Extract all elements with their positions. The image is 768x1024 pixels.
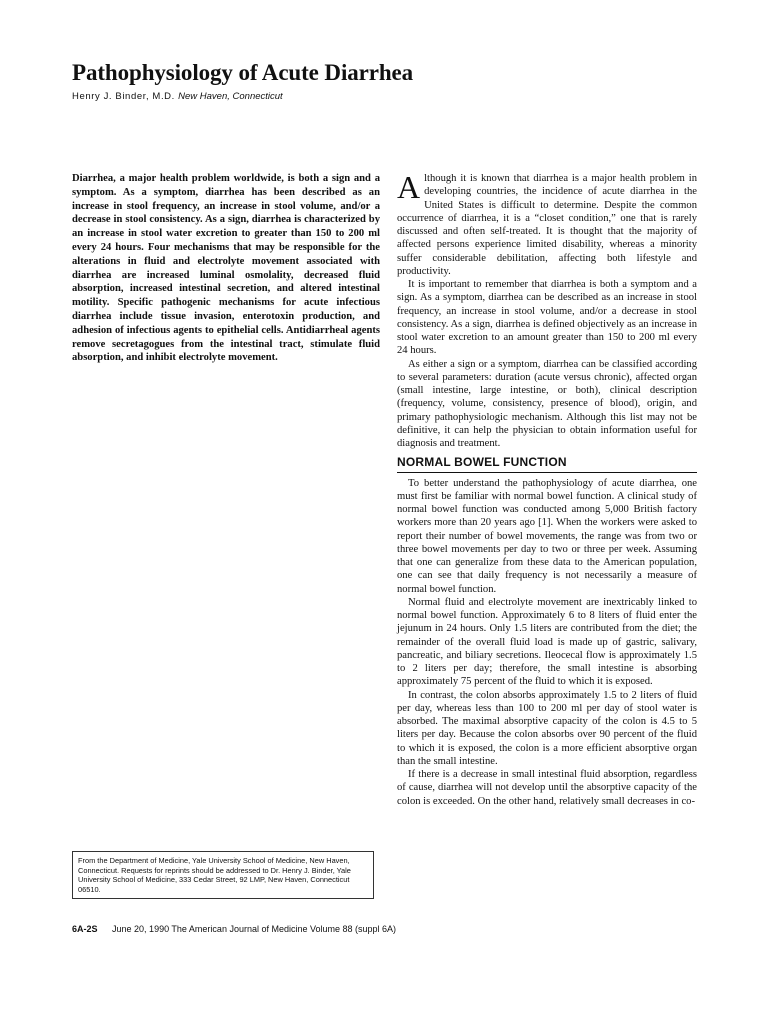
page-number: 6A-2S (72, 924, 98, 934)
body-column (397, 169, 697, 808)
normal-bowel-paragraph-1: To better understand the pathophysiology of acute diarrhea, one must first be familiar with normal bowel function. A clinical study of normal bowel function was conducted among 5,000 British factory workers more than 20 years ago [1]. When the workers were asked to report their number of bowel movements, the range was from two or three bowel movements per day to two or three per week. Assuming that one can generalize from these data to the American population, one can see that daily frequency is not necessarily a measure of normal bowel function. (397, 477, 697, 595)
drop-cap: A (397, 169, 421, 205)
author-location: New Haven, Connecticut (178, 91, 283, 102)
section-heading-normal-bowel-function: NORMAL BOWEL FUNCTION (397, 456, 697, 472)
author-byline (72, 91, 283, 102)
author-name: Henry J. Binder, M.D. (72, 91, 175, 102)
intro-paragraph-2: It is important to remember that diarrhea is both a symptom and a sign. As a symptom, diarrhea can be described as an increase in stool frequency, an increase in stool volume, and/or a decrease in stool consistency. As a sign, diarrhea is defined objectively as an increase in stool water excretion to an amount greater than 150 to 200 ml every 24 hours. (397, 279, 697, 357)
normal-bowel-paragraph-4: If there is a decrease in small intestinal fluid absorption, regardless of cause, diarrhea will not develop until the absorptive capacity of the colon is exceeded. On the other hand, relatively small decreases in co- (397, 769, 697, 807)
page-footer (72, 924, 396, 934)
intro-paragraph-1-text: lthough it is known that diarrhea is a major health problem in developing countries, the incidence of acute diarrhea in the United States is difficult to determine. Despite the common occurrence of diarrhea, it is a “closet condition,” one that is rarely discussed and often self-treated. It is thought that the majority of affected persons experience limited disability, whereas a minority suffer considerable debilitation, affecting both lifestyle and productivity. (397, 173, 697, 277)
abstract: Diarrhea, a major health problem worldwide, is both a sign and a symptom. As a symptom, diarrhea has been described as an increase in stool frequency, an increase in stool volume, and/or a decrease in stool consistency. As a sign, diarrhea is characterized by an increase in stool water excretion to greater than 150 to 200 ml every 24 hours. Four mechanisms that may be responsible for the alterations in fluid and electrolyte movement associated with diarrhea are increased luminal osmolality, decreased fluid absorption, increased intestinal secretion, and altered intestinal motility. Specific pathogenic mechanisms for acute infectious diarrhea include tissue invasion, enterotoxin production, and adhesion of infectious agents to epithelial cells. Antidiarrheal agents remove secretagogues from the intestinal tract, stimulate fluid absorption, and inhibit electrolyte movement. (72, 173, 380, 364)
normal-bowel-paragraph-2: Normal fluid and electrolyte movement are inextricably linked to normal bowel function. Approximately 6 to 8 liters of fluid enter the jejunum in 24 hours. Only 1.5 liters are contributed from the diet; the remainder of the overall fluid load is made up of gastric, salivary, pancreatic, and biliary secretions. Ileocecal flow is approximately 1.5 to 2 liters per day; therefore, the small intestine is absorbing approximately 75 percent of the fluid to which it is exposed. (397, 596, 697, 688)
article-title: Pathophysiology of Acute Diarrhea (72, 60, 414, 85)
intro-paragraph-3: As either a sign or a symptom, diarrhea can be classified according to several parameters: duration (acute versus chronic), affected organ (small intestine, large intestine, or both), clinical description (frequency, volume, consistency, presence of blood), origin, and primary pathophysiologic mechanism. Although this list may not be definitive, it can help the physician to obtain information useful for diagnosis and treatment. (397, 358, 697, 449)
intro-paragraph-1 (397, 169, 697, 278)
journal-citation: June 20, 1990 The American Journal of Medicine Volume 88 (suppl 6A) (112, 924, 397, 934)
affiliation-box: From the Department of Medicine, Yale University School of Medicine, New Haven, Connecticut. Requests for reprints should be addressed to Dr. Henry J. Binder, Yale University School of Medicine, 333 Cedar Street, 92 LMP, New Haven, Connecticut 06510. (72, 851, 374, 899)
normal-bowel-paragraph-3: In contrast, the colon absorbs approximately 1.5 to 2 liters of fluid per day, whereas less than 100 to 200 ml per day of stool water is absorbed. The maximal absorptive capacity of the colon is 4.5 to 5 liters per day. Because the colon absorbs over 90 percent of the fluid to which it is exposed, the colon is a more efficient absorptive organ than the small intestine. (397, 689, 697, 767)
